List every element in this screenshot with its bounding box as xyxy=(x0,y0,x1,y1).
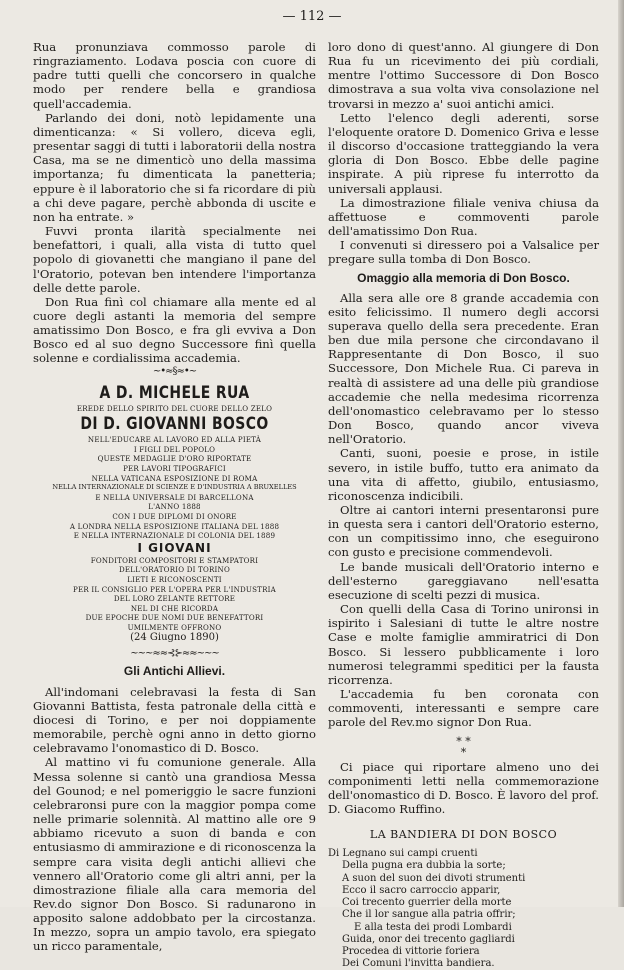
paragraph: Letto l'elenco degli aderenti, sorse l'eloquente oratore D. Domenico Griva e lesse il discorso d'occasione tratteggiando la vera gloria di Don Bosco. Ebbe delle pagine inspirate. A più riprese fu interrotto da universali applausi. xyxy=(328,110,599,196)
paragraph: Rua pronunziava commosso parole di ringraziamento. Lodava poscia con cuore di padre tutti quelli che concorsero in qualche modo per rendere bella e grandiosa quell'accademia. xyxy=(33,40,316,111)
inscription-title: A D. MICHELE RUA xyxy=(99,382,250,403)
poem-line: Guida, onor dei trecento gagliardi xyxy=(342,933,515,945)
poem-line: Ecco il sacro carroccio apparir, xyxy=(342,884,501,896)
inscription-line: DUE EPOCHE DUE NOMI DUE BENEFATTORI xyxy=(85,613,264,623)
poem-line: E alla testa dei prodi Lombardi xyxy=(354,921,512,933)
poem-line: A suon del suon dei divoti strumenti xyxy=(342,872,526,884)
poem-line: Di Legnano sui campi cruenti xyxy=(328,848,478,860)
asterism: * * * xyxy=(456,734,471,759)
poem xyxy=(328,848,599,970)
poem-line: Della pugna era dubbia la sorte; xyxy=(342,860,506,872)
page-number: — 112 — xyxy=(282,9,342,24)
poem-line: Che il lor sangue alla patria offrir; xyxy=(342,909,516,921)
paragraph: Canti, suoni, poesie e prose, in istile severo, in istile buffo, tutto era animato da una vita di affetto, giubilo, entusiasmo, riconoscenza indicibili. xyxy=(328,446,599,503)
paragraph: Parlando dei doni, notò lepidamente una dimenticanza: « Si vollero, diceva egli, presentar saggi di tutti i laboratorii della nostra Casa, ma se ne dimenticò uno della massima importanza; fu dimenticata la panetteria; eppure è il laboratorio che si fa ricordare di più a chi deve pagare, perchè abbonda di uscite e non ha entrate. » xyxy=(33,110,316,224)
paragraph: Oltre ai cantori interni presentaronsi pure in questa sera i cantori dell'Oratorio esterno, con un compitissimo inno, che eseguirono con gusto e precisione commendevoli. xyxy=(328,503,599,560)
inscription-line: PER LAVORI TIPOGRAFICI xyxy=(123,463,226,473)
page-edge xyxy=(618,0,624,907)
inscription-line: E NELLA INTERNAZIONALE DI COLONIA DEL 1889 xyxy=(73,531,276,541)
left-column xyxy=(33,40,316,954)
ornament-divider: ~~~≈≈⊰⊱≈≈~~~ xyxy=(130,648,219,660)
inscription-line: PER IL CONSIGLIO PER L'OPERA PER L'INDUSTRIA xyxy=(73,584,276,594)
inscription-subtitle: I GIOVANI xyxy=(137,540,212,555)
inscription-title: DI D. GIOVANNI BOSCO xyxy=(80,414,269,435)
section-heading: Omaggio alla memoria di Don Bosco. xyxy=(357,270,570,285)
inscription-line: DELL'ORATORIO DI TORINO xyxy=(119,565,230,575)
paragraph: Con quelli della Casa di Torino unironsi in ispirito i Salesiani di tutte le altre nostre Case e molte famiglie ammiratrici di Don Bosco. Si lessero pubblicamente i loro numerosi telegrammi speditici per la fausta ricorrenza. xyxy=(328,602,599,687)
paragraph: All'indomani celebravasi la festa di San Giovanni Battista, festa patronale della città e diocesi di Torino, e per noi doppiamente memorabile, perchè ogni anno in detto giorno celebravamo l'onomastico di D. Bosco. xyxy=(33,684,316,756)
inscription-line: FONDITORI COMPOSITORI E STAMPATORI xyxy=(90,555,259,565)
inscription-line: E NELLA UNIVERSALE DI BARCELLONA xyxy=(95,492,254,502)
inscription-line: NEL DI CHE RICORDA xyxy=(130,603,219,613)
inscription-line: EREDE DELLO SPIRITO DEL CUORE DELLO ZELO xyxy=(76,403,273,413)
inscription-line: L'ANNO 1888 xyxy=(148,502,201,512)
paragraph: I convenuti si diressero poi a Valsalice per pregare sulla tomba di Don Bosco. xyxy=(328,238,599,267)
inscription-line: I FIGLI DEL POPOLO xyxy=(133,444,216,454)
paragraph: Don Rua finì col chiamare alla mente ed al cuore degli astanti la memoria del sempre amatissimo Don Bosco, e fra gli evviva a Don Bosco ed al suo degno Successore finì quella solenne e cordialissima accademia. xyxy=(33,294,316,366)
dedication-inscription xyxy=(33,382,316,645)
paragraph: Le bande musicali dell'Oratorio interno e dell'esterno gareggiavano nell'esatta esecuzione di scelti pezzi di musica. xyxy=(328,559,599,602)
inscription-date: (24 Giugno 1890) xyxy=(130,632,219,644)
inscription-line: UMILMENTE OFFRONO xyxy=(127,622,222,632)
paragraph: Al mattino vi fu comunione generale. Alla Messa solenne si cantò una grandiosa Messa del Gounod; e nel pomeriggio le sacre funzioni celebraronsi pure con la maggior pompa come nelle primarie solennità. Al mattino alle ore 9 abbiamo ricevuto a suon di banda e con entusiasmo di ammirazione e di riconoscenza la sempre cara visita degli antichi allievi che vennero all'Oratorio come gli altri anni, per la dimostrazione filiale alla cara memoria del Rev.do signor Don Bosco. Si radunarono in apposito salone addobbato per la circostanza. In mezzo, sopra un ampio tavolo, era spiegato un ricco paramentale, xyxy=(33,755,316,954)
poem-line: Dei Comuni l'invitta bandiera. xyxy=(342,958,495,970)
inscription-line: CON I DUE DIPLOMI DI ONORE xyxy=(112,511,237,521)
section-heading: Gli Antichi Allievi. xyxy=(123,664,226,679)
poem-line: Coi trecento guerrier della morte xyxy=(342,897,512,909)
inscription-line: A LONDRA NELLA ESPOSIZIONE ITALIANA DEL 1888 xyxy=(69,521,280,531)
paragraph: La dimostrazione filiale veniva chiusa da affettuose e commoventi parole dell'amatissimo Don Rua. xyxy=(328,195,599,239)
inscription-line: NELLA INTERNAZIONALE DI SCIENZE E D'INDUSTRIA A BRUXELLES xyxy=(52,483,297,492)
inscription-line: QUESTE MEDAGLIE D'ORO RIPORTATE xyxy=(97,454,252,464)
poem-line: Procedea di vittorie foriera xyxy=(342,945,480,957)
inscription-line: LIETI E RICONOSCENTI xyxy=(127,574,222,584)
inscription-line: DEL LORO ZELANTE RETTORE xyxy=(113,594,236,604)
paragraph: loro dono di quest'anno. Al giungere di Don Rua fu un ricevimento dei più cordiali, mentre l'ottimo Successore di Don Bosco dimostrava a sua volta viva consolazione nel trovarsi in mezzo a' suoi antichi amici. xyxy=(328,40,599,111)
inscription-line: NELL'EDUCARE AL LAVORO ED ALLA PIETÀ xyxy=(87,435,262,445)
right-column xyxy=(328,40,599,970)
paragraph: Alla sera alle ore 8 grande accademia con esito felicissimo. Il numero degli accorsi superava quello della sera precedente. Eran ben due mila persone che circondavano il Rappresentante di Don Bosco, il suo Successore, Don Michele Rua. Ci pareva in realtà di assistere ad una delle più grandiose accademie che nella medesima ricorrenza dell'onomastico celebravamo per lo stesso Don Bosco, quando ancor viveva nell'Oratorio. xyxy=(328,290,599,447)
poem-title: LA BANDIERA DI DON BOSCO xyxy=(369,828,558,842)
paragraph: Ci piace qui riportare almeno uno dei componimenti letti nella commemorazione dell'onomastico di D. Bosco. È lavoro del prof. D. Giacomo Ruffino. xyxy=(328,759,599,816)
paragraph: Fuvvi pronta ilarità specialmente nei benefattori, i quali, alla vista di tutto quel popolo di giovanetti che mangiano il pane del l'Oratorio, potevan ben intendere l'importanza delle dette parole. xyxy=(33,224,316,295)
ornament-divider: ~•≈§≈•~ xyxy=(152,365,197,377)
inscription-line: NELLA VATICANA ESPOSIZIONE DI ROMA xyxy=(91,473,258,483)
paragraph: L'accademia fu ben coronata con commoventi, interessanti e sempre care parole del Rev.mo signor Don Rua. xyxy=(328,687,599,730)
